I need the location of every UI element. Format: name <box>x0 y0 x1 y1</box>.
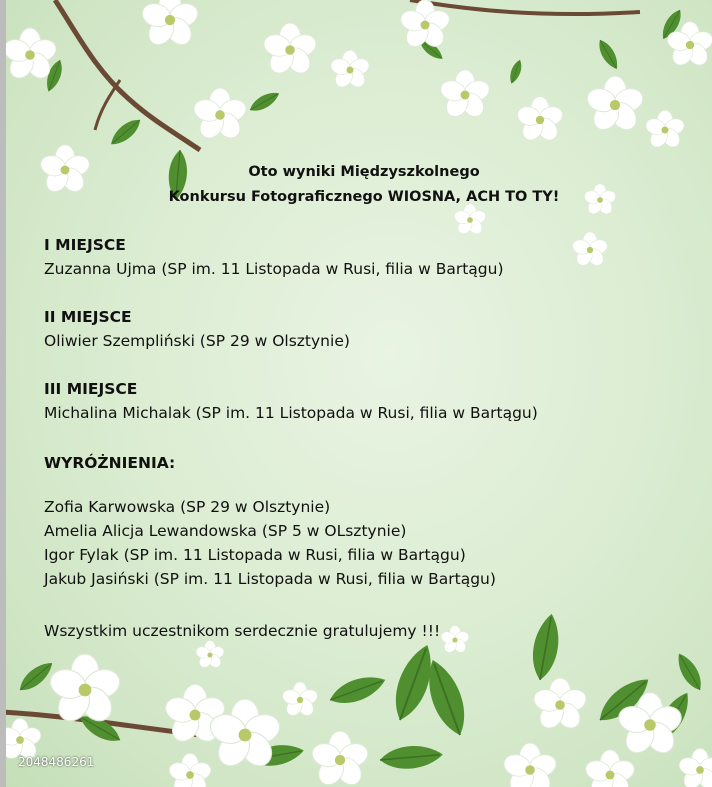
title-line-2: Konkursu Fotograficznego WIOSNA, ACH TO TY! <box>168 189 560 205</box>
closing-message: Wszystkim uczestnikom serdecznie gratulujemy !!! <box>44 622 441 640</box>
left-border-strip <box>0 0 6 787</box>
honorable-mention-item: Igor Fylak (SP im. 11 Listopada w Rusi, filia w Bartągu) <box>44 546 466 564</box>
first-place-label: I MIEJSCE <box>44 236 126 254</box>
third-place-label: III MIEJSCE <box>44 380 138 398</box>
honorable-mention-item: Amelia Alicja Lewandowska (SP 5 w OLsztynie) <box>44 522 407 540</box>
first-place-winner: Zuzanna Ujma (SP im. 11 Listopada w Rusi, filia w Bartągu) <box>44 260 504 278</box>
image-id-label: 2048486261 <box>18 755 95 769</box>
honorable-mention-item: Zofia Karwowska (SP 29 w Olsztynie) <box>44 498 331 516</box>
second-place-winner: Oliwier Szempliński (SP 29 w Olsztynie) <box>44 332 350 350</box>
third-place-winner: Michalina Michalak (SP im. 11 Listopada w Rusi, filia w Bartągu) <box>44 404 538 422</box>
second-place-label: II MIEJSCE <box>44 308 132 326</box>
honorable-mentions-label: WYRÓŻNIENIA: <box>44 454 176 472</box>
title-line-1: Oto wyniki Międzyszkolnego <box>248 164 480 180</box>
honorable-mention-item: Jakub Jasiński (SP im. 11 Listopada w Rusi, filia w Bartągu) <box>44 570 496 588</box>
